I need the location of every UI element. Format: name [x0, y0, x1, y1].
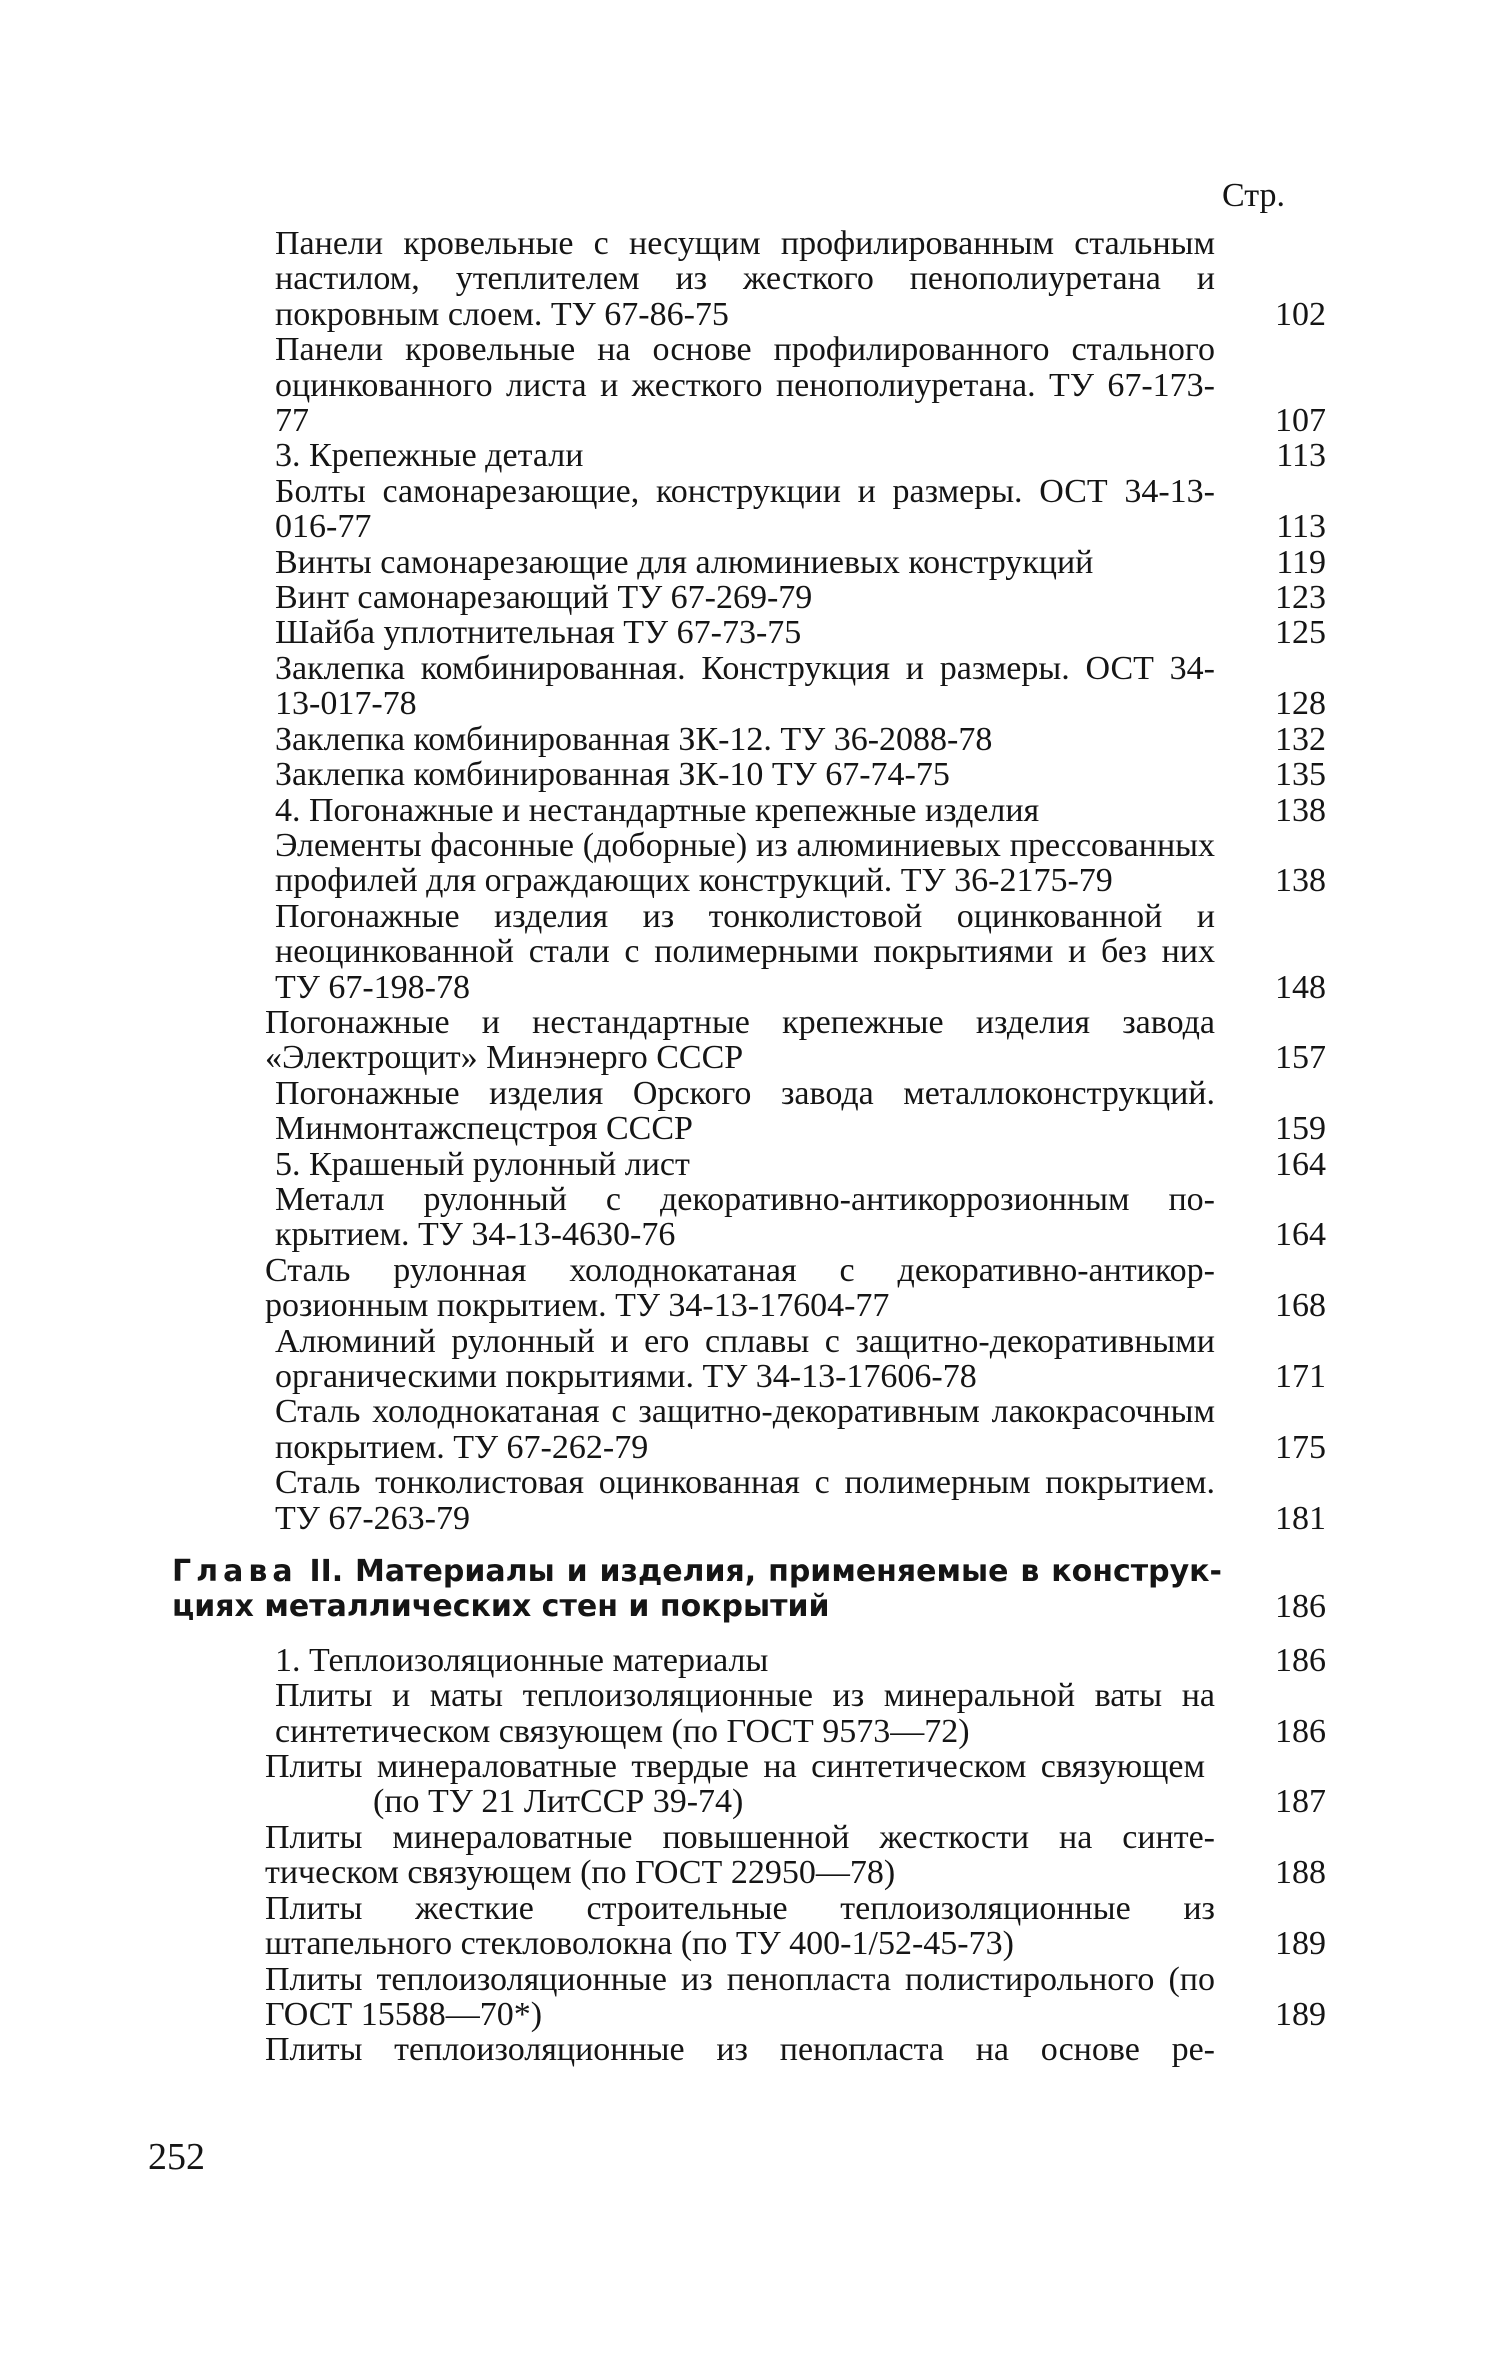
toc-entry-page: 164 — [1275, 1145, 1326, 1183]
toc-entry-text: 1. Теплоизоляционные материалы — [275, 1641, 769, 1679]
toc-entry-text: Плиты и маты теплоизоляционные из минеральной ваты на синтетическом связующем (по ГОСТ 9573—72) — [275, 1677, 1215, 1750]
toc-entry — [0, 474, 1499, 545]
toc-entry-page: 113 — [1276, 508, 1326, 546]
toc-entry-page: 128 — [1275, 685, 1326, 723]
toc-entry — [0, 1820, 1499, 1891]
toc-entry-text: Сталь тонколистовая оцинкованная с полимерным покрытием. ТУ 67-263-79 — [275, 1464, 1215, 1537]
toc-chapter-heading — [0, 1554, 1499, 1625]
toc-entry-text: Винты самонарезающие для алюминиевых конструкций — [275, 543, 1094, 581]
toc-entry-page: 148 — [1275, 968, 1326, 1006]
toc-entry-text: Элементы фасонные (доборные) из алюминиевых прессованных профилей для ограждающих конструкций. ТУ 36-2175-79 — [275, 826, 1215, 900]
toc-entry — [0, 1465, 1499, 1536]
toc-entry — [0, 899, 1499, 1005]
toc-entry — [0, 1678, 1499, 1749]
chapter-title: II. Материалы и изделия, применяемые в конструкциях металлических стен и покрытий — [172, 1554, 1222, 1625]
toc-entry — [0, 226, 1499, 332]
toc-entry — [0, 1962, 1499, 2033]
toc-entry-text: 3. Крепежные детали — [275, 437, 584, 475]
toc-entry-page: 102 — [1275, 295, 1326, 333]
toc-entry-text: Заклепка комбинированная. Конструкция и размеры. ОСТ 34-13-017-78 — [275, 649, 1215, 723]
toc-entry-page: 186 — [1275, 1641, 1326, 1679]
page-column-header: Стр. — [1222, 177, 1286, 214]
toc-entry — [0, 1891, 1499, 1962]
toc-entry-page: 181 — [1275, 1499, 1326, 1537]
page-number: 252 — [148, 2136, 205, 2178]
toc-entry-text: Сталь холоднокатаная с защитно-декоративным лакокрасочным покрытием. ТУ 67-262-79 — [275, 1393, 1215, 1466]
toc-entry-text: Погонажные и нестандартные крепежные изделия завода «Электрощит» Минэнерго СССР — [265, 1003, 1215, 1077]
toc-entry — [0, 828, 1499, 899]
toc-entry-text: Заклепка комбинированная ЗК-10 ТУ 67-74-75 — [275, 756, 950, 794]
toc-entry-page: 132 — [1275, 720, 1326, 758]
toc-entry-page: 189 — [1275, 1925, 1326, 1963]
toc-entry-page: 113 — [1276, 437, 1326, 475]
toc-entry — [0, 545, 1499, 580]
toc-entry-page: 188 — [1275, 1854, 1326, 1892]
toc-entry-page: 135 — [1275, 756, 1326, 794]
toc-section-heading — [0, 1147, 1499, 1182]
toc-entry-page: 171 — [1275, 1358, 1326, 1395]
toc-entry-text: Болты самонарезающие, конструкции и размеры. ОСТ 34-13-016-77 — [275, 472, 1215, 546]
toc-entry — [0, 1394, 1499, 1465]
toc-entry — [0, 580, 1499, 615]
toc-entry-text: Плиты теплоизоляционные из пенопласта на основе ре- — [265, 2031, 1215, 2069]
toc-entry — [0, 1749, 1499, 1820]
toc-entry-page: 159 — [1275, 1110, 1326, 1148]
toc-entry-text: 4. Погонажные и нестандартные крепежные изделия — [275, 791, 1040, 829]
toc-entry-page: 157 — [1275, 1039, 1326, 1077]
toc-entry-text: Заклепка комбинированная ЗК-12. ТУ 36-2088-78 — [275, 720, 993, 758]
toc-entry-page: 168 — [1275, 1287, 1326, 1325]
toc-entry-text: Алюминий рулонный и его сплавы с защитно-декоративными органическими покрытиями. ТУ 34-13-17606-78 — [275, 1322, 1215, 1395]
toc-entry — [0, 332, 1499, 438]
toc-entry-page: 138 — [1275, 862, 1326, 900]
toc-entry-page: 186 — [1275, 1588, 1326, 1626]
toc-entry-page: 164 — [1275, 1216, 1326, 1254]
toc-section-heading — [0, 793, 1499, 828]
toc-entry-text: Плиты жесткие строительные теплоизоляционные из штапельного стекловолокна (по ТУ 400-1/52-45-73) — [265, 1889, 1215, 1963]
chapter-label: Глава — [172, 1554, 298, 1590]
toc-entry — [0, 1253, 1499, 1324]
toc-entry-page: 175 — [1275, 1428, 1326, 1466]
toc-entry-page: 119 — [1276, 543, 1326, 581]
toc-entry — [0, 1182, 1499, 1253]
toc-entry-text: Плиты минераловатные повышенной жесткости на синтетическом связующем (по ГОСТ 22950—78) — [265, 1818, 1215, 1892]
toc-entry-page: 138 — [1275, 791, 1326, 829]
toc-entry-text: Панели кровельные с несущим профилированным стальным настилом, утеплителем из жесткого пенополиуретана и покровным слоем. ТУ 67-86-75 — [275, 225, 1215, 333]
toc-entry — [0, 1076, 1499, 1147]
toc-entry — [0, 722, 1499, 757]
toc-entry — [0, 615, 1499, 650]
toc-entry — [0, 2032, 1499, 2067]
toc-entry — [0, 757, 1499, 792]
toc-entry-text: 5. Крашеный рулонный лист — [275, 1145, 690, 1183]
toc-entry — [0, 1324, 1499, 1395]
toc-entry-text: Сталь рулонная холоднокатаная с декоративно-антикоррозионным покрытием. ТУ 34-13-17604-77 — [265, 1251, 1215, 1325]
toc-entry — [0, 651, 1499, 722]
table-of-contents — [0, 226, 1499, 2068]
toc-section-heading — [0, 438, 1499, 473]
toc-entry-text: Металл рулонный с декоративно-антикоррозионным покрытием. ТУ 34-13-4630-76 — [275, 1180, 1215, 1254]
toc-entry-page: 187 — [1275, 1783, 1326, 1821]
toc-entry-text: Погонажные изделия Орского завода металлоконструкций. Минмонтажспецстроя СССР — [275, 1074, 1215, 1148]
toc-entry-text: Панели кровельные на основе профилированного стального оцинкованного листа и жесткого пенополиуретана. ТУ 67-173-77 — [275, 331, 1215, 440]
toc-entry-page: 123 — [1275, 579, 1326, 617]
toc-entry-page: 107 — [1275, 402, 1326, 440]
toc-entry-text: Винт самонарезающий ТУ 67-269-79 — [275, 579, 813, 617]
toc-entry-page: 189 — [1275, 1995, 1326, 2033]
toc-entry-text: Плиты теплоизоляционные из пенопласта полистирольного (по ГОСТ 15588—70*) — [265, 1960, 1215, 2033]
toc-entry-text: Шайба уплотнительная ТУ 67-73-75 — [275, 614, 802, 652]
toc-entry-page: 125 — [1275, 614, 1326, 652]
toc-entry-text: Плиты минераловатные твердые на синтетическом связующем (по ТУ 21 ЛитССР 39-74) — [265, 1748, 1205, 1821]
toc-section-heading — [0, 1643, 1499, 1678]
toc-entry-page: 186 — [1275, 1712, 1326, 1750]
toc-entry-text: Погонажные изделия из тонколистовой оцинкованной и неоцинкованной стали с полимерными покрытиями и без них ТУ 67-198-78 — [275, 897, 1215, 1006]
toc-entry — [0, 1005, 1499, 1076]
